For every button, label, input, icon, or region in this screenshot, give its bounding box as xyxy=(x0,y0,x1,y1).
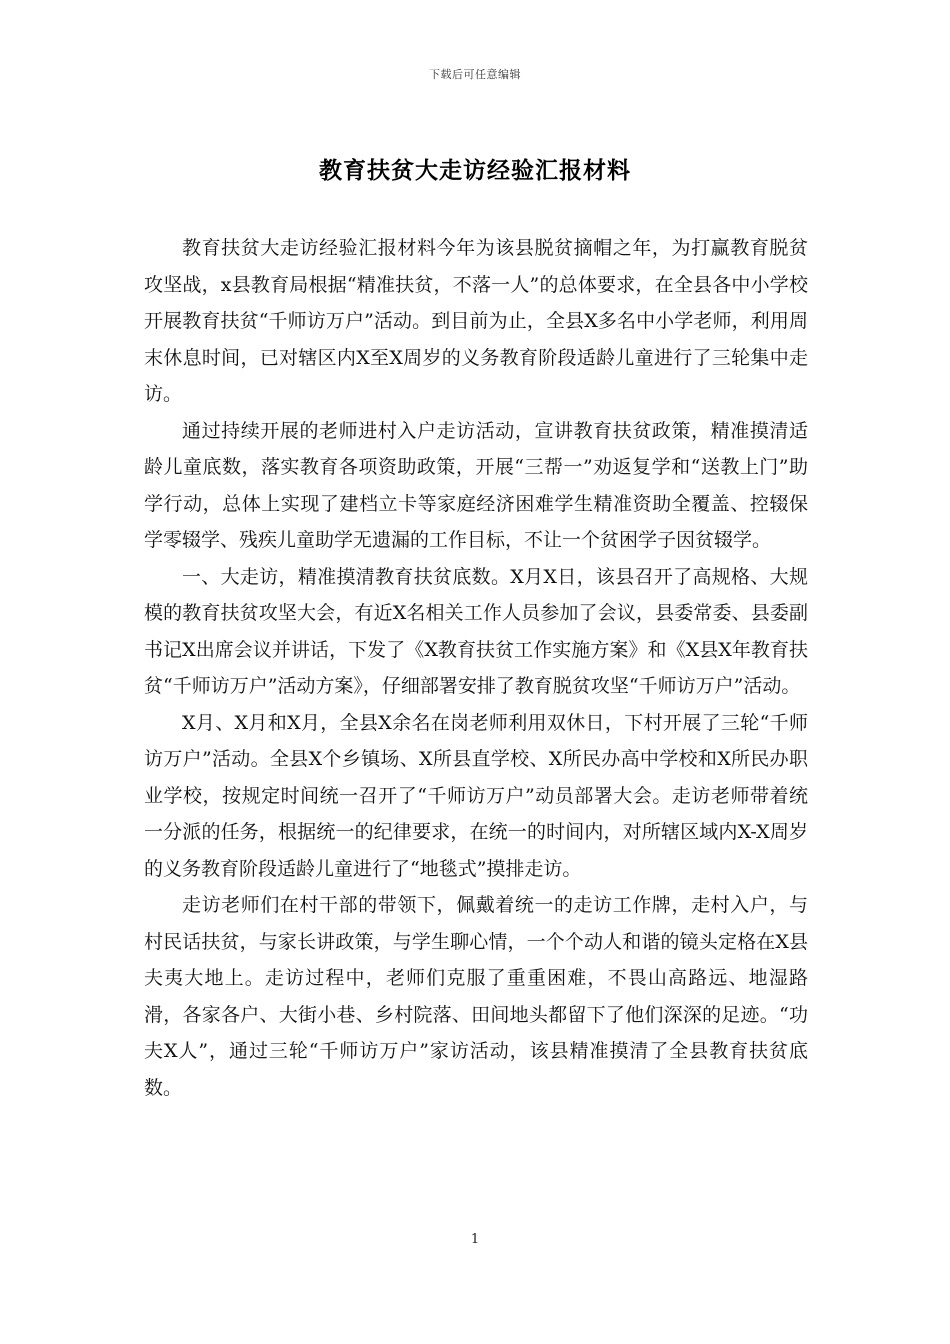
paragraph-results: 通过持续开展的老师进村入户走访活动，宣讲教育扶贫政策，精准摸清适龄儿童底数，落实教育各项资助政策，开展“三帮一”劝返复学和“送教上门”助学行动，总体上实现了建档立卡等家庭经济困难学生精准资助全覆盖、控辍保学零辍学、残疾儿童助学无遗漏的工作目标，不让一个贫困学子因贫辍学。 xyxy=(144,419,808,551)
paragraph-section-one: 一、大走访，精准摸清教育扶贫底数。X月X日，该县召开了高规格、大规模的教育扶贫攻坚大会，有近X名相关工作人员参加了会议，县委常委、县委副书记X出席会议并讲话，下发了《X教育扶贫工作实施方案》和《X县X年教育扶贫“千师访万户”活动方案》，仔细部署安排了教育脱贫攻坚“千师访万户”活动。 xyxy=(144,565,808,697)
header-note: 下载后可任意编辑 xyxy=(429,68,521,81)
paragraph-teachers: 走访老师们在村干部的带领下，佩戴着统一的走访工作牌，走村入户，与村民话扶贫，与家长讲政策，与学生聊心情，一个个动人和谐的镜头定格在X县夫夷大地上。走访过程中，老师们克服了重重困难，不畏山高路远、地湿路滑，各家各户、大街小巷、乡村院落、田间地头都留下了他们深深的足迹。“功夫X人”，通过三轮“千师访万户”家访活动，该县精准摸清了全县教育扶贫底数。 xyxy=(144,894,808,1099)
page-number: 1 xyxy=(470,1232,480,1247)
document-title: 教育扶贫大走访经验汇报材料 xyxy=(319,157,631,184)
document-body xyxy=(144,230,808,1106)
paragraph-visits: X月、X月和X月，全县X余名在岗老师利用双休日，下村开展了三轮“千师访万户”活动。全县X个乡镇场、X所县直学校、X所民办高中学校和X所民办职业学校，按规定时间统一召开了“千师访万户”动员部署大会。走访老师带着统一分派的任务，根据统一的纪律要求，在统一的时间内，对所辖区域内X-X周岁的义务教育阶段适龄儿童进行了“地毯式”摸排走访。 xyxy=(144,711,808,880)
paragraph-intro: 教育扶贫大走访经验汇报材料今年为该县脱贫摘帽之年，为打赢教育脱贫攻坚战，x县教育局根据“精准扶贫，不落一人”的总体要求，在全县各中小学校开展教育扶贫“千师访万户”活动。到目前为止，全县X多名中小学老师，利用周末休息时间，已对辖区内X至X周岁的义务教育阶段适龄儿童进行了三轮集中走访。 xyxy=(144,237,808,405)
